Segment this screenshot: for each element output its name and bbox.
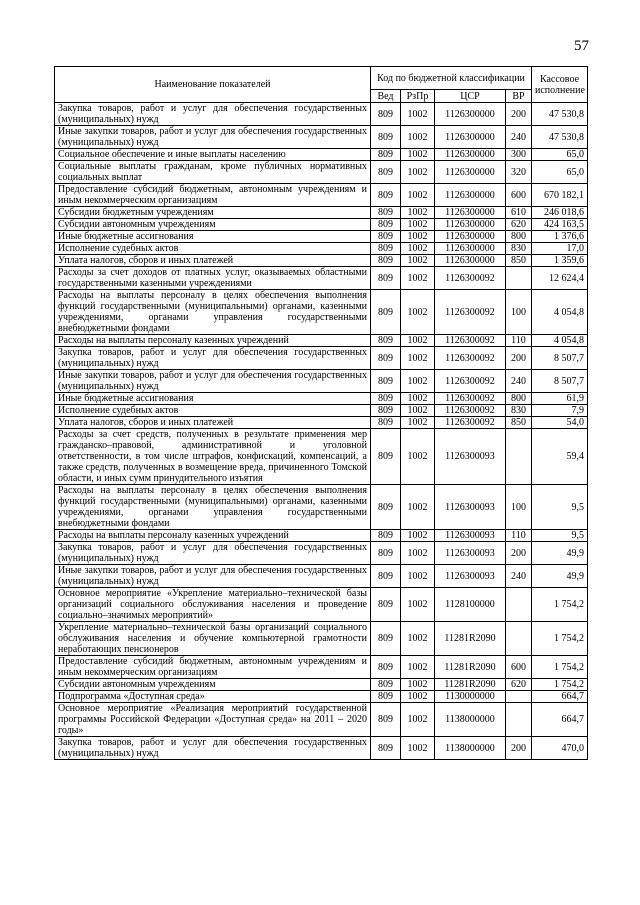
row-vr: 320 bbox=[506, 161, 532, 184]
table-row bbox=[55, 370, 588, 393]
row-vr bbox=[506, 622, 532, 656]
row-name: Закупка товаров, работ и услуг для обеспечения государственных (муниципальных) нужд bbox=[55, 542, 371, 565]
row-amount: 1 754,2 bbox=[532, 588, 588, 622]
row-csr: 1126300000 bbox=[435, 184, 506, 207]
header-name: Наименование показателей bbox=[55, 67, 371, 103]
row-csr: 1126300093 bbox=[435, 565, 506, 588]
row-amount: 65,0 bbox=[532, 149, 588, 161]
row-csr: 1126300092 bbox=[435, 405, 506, 417]
row-amount: 9,5 bbox=[532, 530, 588, 542]
row-name: Субсидии автономным учреждениям bbox=[55, 679, 371, 691]
row-rzpr: 1002 bbox=[401, 290, 435, 335]
row-amount: 664,7 bbox=[532, 703, 588, 737]
row-ved: 809 bbox=[371, 485, 401, 530]
row-amount: 59,4 bbox=[532, 429, 588, 485]
row-amount: 49,9 bbox=[532, 542, 588, 565]
row-name: Основное мероприятие «Реализация мероприятий государственной программы Российской Федерации «Доступная среда» на 2011 – 2020 годы» bbox=[55, 703, 371, 737]
table-row bbox=[55, 161, 588, 184]
table-row bbox=[55, 219, 588, 231]
row-rzpr: 1002 bbox=[401, 126, 435, 149]
table-row bbox=[55, 184, 588, 207]
row-rzpr: 1002 bbox=[401, 370, 435, 393]
row-rzpr: 1002 bbox=[401, 207, 435, 219]
table-row bbox=[55, 231, 588, 243]
row-ved: 809 bbox=[371, 405, 401, 417]
table-row bbox=[55, 485, 588, 530]
row-rzpr: 1002 bbox=[401, 417, 435, 429]
row-rzpr: 1002 bbox=[401, 393, 435, 405]
row-rzpr: 1002 bbox=[401, 737, 435, 760]
row-rzpr: 1002 bbox=[401, 231, 435, 243]
row-amount: 54,0 bbox=[532, 417, 588, 429]
row-amount: 664,7 bbox=[532, 691, 588, 703]
row-rzpr: 1002 bbox=[401, 565, 435, 588]
row-rzpr: 1002 bbox=[401, 530, 435, 542]
row-ved: 809 bbox=[371, 184, 401, 207]
row-amount: 1 376,6 bbox=[532, 231, 588, 243]
row-name: Основное мероприятие «Укрепление материально–технической базы организаций социального обслуживания населения и проведение социально–значимых мероприятий» bbox=[55, 588, 371, 622]
table-row bbox=[55, 207, 588, 219]
row-amount: 1 754,2 bbox=[532, 679, 588, 691]
row-ved: 809 bbox=[371, 622, 401, 656]
row-vr: 830 bbox=[506, 243, 532, 255]
row-csr: 11281R2090 bbox=[435, 622, 506, 656]
row-ved: 809 bbox=[371, 243, 401, 255]
row-name: Расходы за счет средств, полученных в результате применения мер гражданско–правовой, административной и уголовной ответственности, в том числе штрафов, конфискаций, компенсаций, а также средств, полученных в возмещение вреда, причиненного Томской области, и иных сумм принудительного изъятия bbox=[55, 429, 371, 485]
row-ved: 809 bbox=[371, 542, 401, 565]
row-name: Расходы на выплаты персоналу в целях обеспечения выполнения функций государственными (муниципальными) органами, казенными учреждениями, органами управления государственными внебюджетными фондами bbox=[55, 485, 371, 530]
row-amount: 17,0 bbox=[532, 243, 588, 255]
row-vr: 200 bbox=[506, 103, 532, 126]
table-row bbox=[55, 703, 588, 737]
row-csr: 1126300092 bbox=[435, 370, 506, 393]
table-row bbox=[55, 393, 588, 405]
row-rzpr: 1002 bbox=[401, 622, 435, 656]
table-row bbox=[55, 679, 588, 691]
row-name: Предоставление субсидий бюджетным, автономным учреждениям и иным некоммерческим организациям bbox=[55, 184, 371, 207]
header-rzpr: РзПр bbox=[401, 90, 435, 103]
row-vr: 620 bbox=[506, 679, 532, 691]
row-name: Иные закупки товаров, работ и услуг для обеспечения государственных (муниципальных) нужд bbox=[55, 370, 371, 393]
row-csr: 1130000000 bbox=[435, 691, 506, 703]
row-csr: 1126300093 bbox=[435, 542, 506, 565]
row-ved: 809 bbox=[371, 703, 401, 737]
table-row bbox=[55, 126, 588, 149]
table-row bbox=[55, 149, 588, 161]
row-ved: 809 bbox=[371, 103, 401, 126]
row-ved: 809 bbox=[371, 126, 401, 149]
row-vr: 200 bbox=[506, 542, 532, 565]
row-rzpr: 1002 bbox=[401, 347, 435, 370]
table-row bbox=[55, 542, 588, 565]
row-name: Расходы на выплаты персоналу казенных учреждений bbox=[55, 335, 371, 347]
row-amount: 8 507,7 bbox=[532, 370, 588, 393]
row-amount: 470,0 bbox=[532, 737, 588, 760]
row-rzpr: 1002 bbox=[401, 429, 435, 485]
row-ved: 809 bbox=[371, 219, 401, 231]
row-ved: 809 bbox=[371, 161, 401, 184]
row-csr: 1126300000 bbox=[435, 103, 506, 126]
row-vr bbox=[506, 691, 532, 703]
table-row bbox=[55, 588, 588, 622]
row-amount: 1 359,6 bbox=[532, 255, 588, 267]
row-rzpr: 1002 bbox=[401, 149, 435, 161]
row-rzpr: 1002 bbox=[401, 656, 435, 679]
row-name: Исполнение судебных актов bbox=[55, 405, 371, 417]
row-ved: 809 bbox=[371, 347, 401, 370]
row-vr: 620 bbox=[506, 219, 532, 231]
row-vr bbox=[506, 703, 532, 737]
row-amount: 47 530,8 bbox=[532, 103, 588, 126]
row-name: Закупка товаров, работ и услуг для обеспечения государственных (муниципальных) нужд bbox=[55, 737, 371, 760]
row-csr: 1126300000 bbox=[435, 207, 506, 219]
row-vr bbox=[506, 267, 532, 290]
row-amount: 9,5 bbox=[532, 485, 588, 530]
row-vr: 850 bbox=[506, 417, 532, 429]
row-ved: 809 bbox=[371, 231, 401, 243]
row-name: Расходы на выплаты персоналу в целях обеспечения выполнения функций государственными (муниципальными) органами, казенными учреждениями, органами управления государственными внебюджетными фондами bbox=[55, 290, 371, 335]
row-name: Уплата налогов, сборов и иных платежей bbox=[55, 417, 371, 429]
row-amount: 65,0 bbox=[532, 161, 588, 184]
row-ved: 809 bbox=[371, 207, 401, 219]
row-csr: 11281R2090 bbox=[435, 679, 506, 691]
row-name: Иные бюджетные ассигнования bbox=[55, 231, 371, 243]
table-row bbox=[55, 255, 588, 267]
row-amount: 4 054,8 bbox=[532, 290, 588, 335]
row-csr: 1126300092 bbox=[435, 347, 506, 370]
row-csr: 1138000000 bbox=[435, 737, 506, 760]
row-csr: 1126300092 bbox=[435, 267, 506, 290]
table-row bbox=[55, 103, 588, 126]
row-rzpr: 1002 bbox=[401, 485, 435, 530]
table-row bbox=[55, 429, 588, 485]
row-csr: 1126300092 bbox=[435, 417, 506, 429]
row-vr: 300 bbox=[506, 149, 532, 161]
row-name: Расходы за счет доходов от платных услуг, оказываемых областными государственными казенными учреждениями bbox=[55, 267, 371, 290]
row-vr: 610 bbox=[506, 207, 532, 219]
row-rzpr: 1002 bbox=[401, 103, 435, 126]
row-amount: 61,9 bbox=[532, 393, 588, 405]
row-csr: 1126300000 bbox=[435, 149, 506, 161]
table-row bbox=[55, 417, 588, 429]
row-name: Закупка товаров, работ и услуг для обеспечения государственных (муниципальных) нужд bbox=[55, 347, 371, 370]
row-rzpr: 1002 bbox=[401, 161, 435, 184]
row-name: Социальное обеспечение и иные выплаты населению bbox=[55, 149, 371, 161]
row-csr: 1126300093 bbox=[435, 429, 506, 485]
row-rzpr: 1002 bbox=[401, 335, 435, 347]
row-ved: 809 bbox=[371, 429, 401, 485]
row-csr: 1126300000 bbox=[435, 126, 506, 149]
table-row bbox=[55, 347, 588, 370]
row-vr: 200 bbox=[506, 737, 532, 760]
row-vr: 240 bbox=[506, 126, 532, 149]
row-vr: 200 bbox=[506, 347, 532, 370]
row-name: Исполнение судебных актов bbox=[55, 243, 371, 255]
row-vr: 100 bbox=[506, 290, 532, 335]
row-vr bbox=[506, 588, 532, 622]
row-csr: 1126300093 bbox=[435, 530, 506, 542]
row-amount: 8 507,7 bbox=[532, 347, 588, 370]
row-csr: 1126300092 bbox=[435, 335, 506, 347]
row-rzpr: 1002 bbox=[401, 243, 435, 255]
row-ved: 809 bbox=[371, 588, 401, 622]
row-ved: 809 bbox=[371, 417, 401, 429]
row-name: Иные закупки товаров, работ и услуг для обеспечения государственных (муниципальных) нужд bbox=[55, 126, 371, 149]
row-amount: 246 018,6 bbox=[532, 207, 588, 219]
row-ved: 809 bbox=[371, 393, 401, 405]
row-amount: 47 530,8 bbox=[532, 126, 588, 149]
row-vr: 100 bbox=[506, 485, 532, 530]
row-vr: 850 bbox=[506, 255, 532, 267]
row-rzpr: 1002 bbox=[401, 184, 435, 207]
row-name: Подпрограмма «Доступная среда» bbox=[55, 691, 371, 703]
header-csr: ЦСР bbox=[435, 90, 506, 103]
header-vr: ВР bbox=[506, 90, 532, 103]
row-rzpr: 1002 bbox=[401, 588, 435, 622]
table-row bbox=[55, 290, 588, 335]
row-amount: 12 624,4 bbox=[532, 267, 588, 290]
row-csr: 1126300000 bbox=[435, 219, 506, 231]
row-csr: 11281R2090 bbox=[435, 656, 506, 679]
row-rzpr: 1002 bbox=[401, 703, 435, 737]
row-name: Расходы на выплаты персоналу казенных учреждений bbox=[55, 530, 371, 542]
row-name: Иные бюджетные ассигнования bbox=[55, 393, 371, 405]
row-ved: 809 bbox=[371, 565, 401, 588]
row-csr: 1128100000 bbox=[435, 588, 506, 622]
row-csr: 1126300093 bbox=[435, 485, 506, 530]
header-execution: Кассовое исполнение bbox=[532, 67, 588, 103]
row-rzpr: 1002 bbox=[401, 219, 435, 231]
row-csr: 1126300000 bbox=[435, 231, 506, 243]
header-code-group: Код по бюджетной классификации bbox=[371, 67, 532, 90]
row-rzpr: 1002 bbox=[401, 255, 435, 267]
row-name: Укрепление материально–технической базы организаций социального обслуживания населения и обучение компьютерной грамотности неработающих пенсионеров bbox=[55, 622, 371, 656]
row-name: Субсидии автономным учреждениям bbox=[55, 219, 371, 231]
row-vr: 800 bbox=[506, 393, 532, 405]
table-row bbox=[55, 622, 588, 656]
row-vr: 800 bbox=[506, 231, 532, 243]
row-amount: 670 182,1 bbox=[532, 184, 588, 207]
row-name: Социальные выплаты гражданам, кроме публичных нормативных социальных выплат bbox=[55, 161, 371, 184]
row-amount: 424 163,5 bbox=[532, 219, 588, 231]
row-amount: 1 754,2 bbox=[532, 622, 588, 656]
budget-table bbox=[54, 66, 588, 760]
header-ved: Вед bbox=[371, 90, 401, 103]
table-row bbox=[55, 656, 588, 679]
row-ved: 809 bbox=[371, 149, 401, 161]
table-row bbox=[55, 565, 588, 588]
table-row bbox=[55, 405, 588, 417]
row-name: Закупка товаров, работ и услуг для обеспечения государственных (муниципальных) нужд bbox=[55, 103, 371, 126]
row-vr: 600 bbox=[506, 184, 532, 207]
row-amount: 49,9 bbox=[532, 565, 588, 588]
page-number: 57 bbox=[574, 38, 589, 54]
row-vr: 600 bbox=[506, 656, 532, 679]
row-csr: 1126300000 bbox=[435, 255, 506, 267]
row-name: Иные закупки товаров, работ и услуг для обеспечения государственных (муниципальных) нужд bbox=[55, 565, 371, 588]
row-ved: 809 bbox=[371, 255, 401, 267]
table-row bbox=[55, 267, 588, 290]
row-ved: 809 bbox=[371, 290, 401, 335]
row-name: Предоставление субсидий бюджетным, автономным учреждениям и иным некоммерческим организациям bbox=[55, 656, 371, 679]
row-vr: 240 bbox=[506, 565, 532, 588]
row-rzpr: 1002 bbox=[401, 679, 435, 691]
row-vr: 110 bbox=[506, 335, 532, 347]
row-ved: 809 bbox=[371, 656, 401, 679]
row-csr: 1126300000 bbox=[435, 161, 506, 184]
row-rzpr: 1002 bbox=[401, 542, 435, 565]
row-csr: 1138000000 bbox=[435, 703, 506, 737]
row-vr: 240 bbox=[506, 370, 532, 393]
row-vr: 830 bbox=[506, 405, 532, 417]
row-csr: 1126300092 bbox=[435, 290, 506, 335]
row-ved: 809 bbox=[371, 530, 401, 542]
row-name: Субсидии бюджетным учреждениям bbox=[55, 207, 371, 219]
row-rzpr: 1002 bbox=[401, 405, 435, 417]
row-rzpr: 1002 bbox=[401, 691, 435, 703]
row-csr: 1126300000 bbox=[435, 243, 506, 255]
table-row bbox=[55, 737, 588, 760]
row-ved: 809 bbox=[371, 679, 401, 691]
row-vr bbox=[506, 429, 532, 485]
row-ved: 809 bbox=[371, 737, 401, 760]
row-amount: 1 754,2 bbox=[532, 656, 588, 679]
row-ved: 809 bbox=[371, 335, 401, 347]
table-row bbox=[55, 335, 588, 347]
row-amount: 7,9 bbox=[532, 405, 588, 417]
row-csr: 1126300092 bbox=[435, 393, 506, 405]
row-ved: 809 bbox=[371, 267, 401, 290]
row-ved: 809 bbox=[371, 370, 401, 393]
table-body bbox=[55, 103, 588, 760]
row-ved: 809 bbox=[371, 691, 401, 703]
row-amount: 4 054,8 bbox=[532, 335, 588, 347]
row-vr: 110 bbox=[506, 530, 532, 542]
table-row bbox=[55, 691, 588, 703]
row-rzpr: 1002 bbox=[401, 267, 435, 290]
table-row bbox=[55, 243, 588, 255]
table-row bbox=[55, 530, 588, 542]
row-name: Уплата налогов, сборов и иных платежей bbox=[55, 255, 371, 267]
